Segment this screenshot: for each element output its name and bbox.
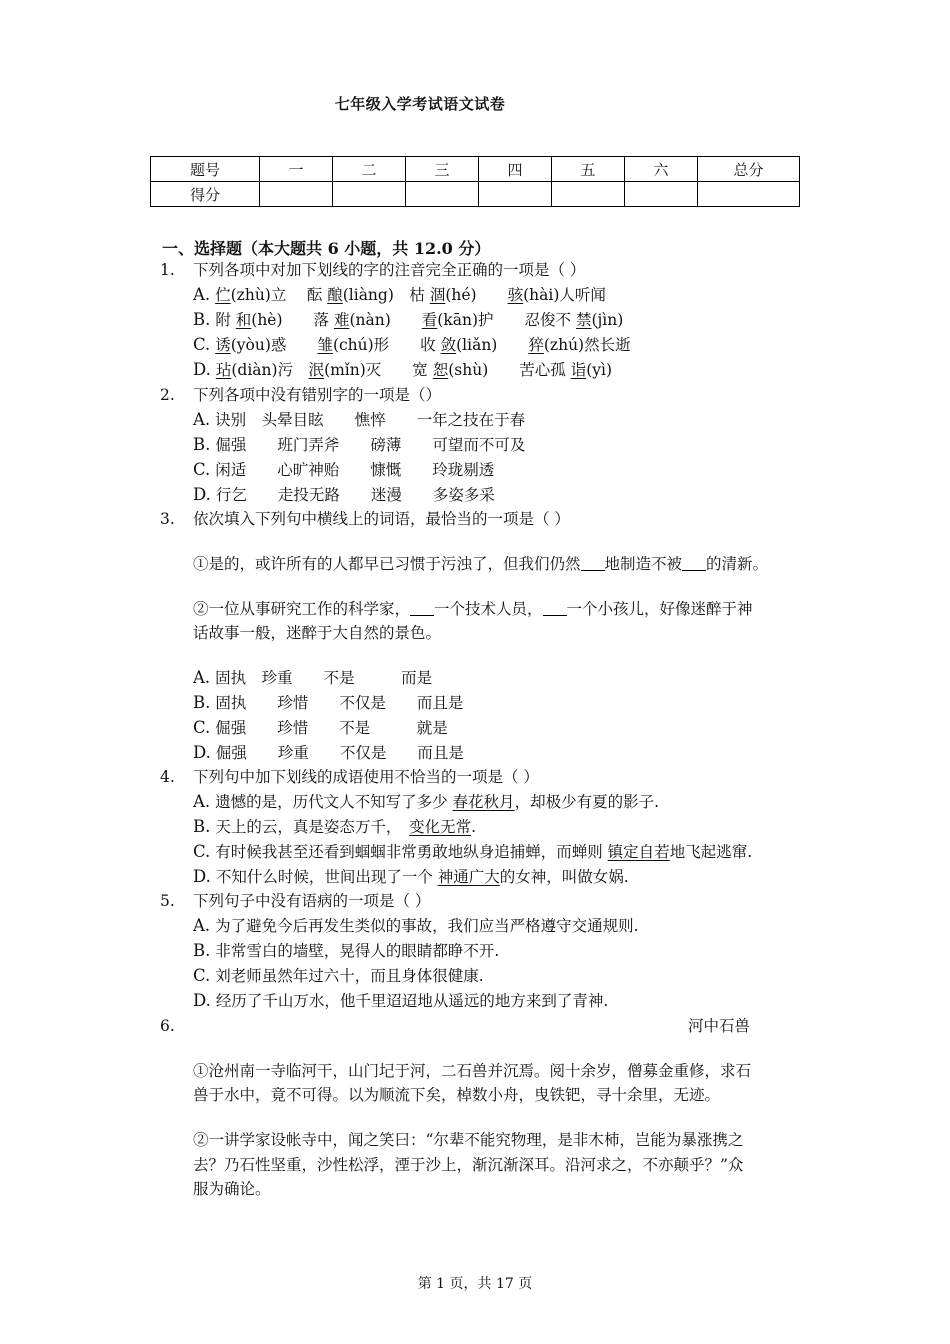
text-segment: (shù) 苦心孤 [448,361,571,379]
option-letter: D. [193,867,211,886]
option-letter: D. [193,991,211,1010]
q3-option-b [193,692,463,714]
option-text: 非常雪白的墙壁，晃得人的眼睛都睁不开. [215,942,500,960]
option-letter: B. [193,693,211,712]
option-text [216,361,612,379]
underlined-character: 和 [235,311,252,329]
section-heading: 一、选择题（本大题共 6 小题，共 12.0 分） [162,239,491,258]
text-segment: 有时候我甚至还看到蝈蝈非常勇敢地纵身追捕蝉，而蝉则 [215,843,608,861]
text-segment: ①是的，或许所有的人都早已习惯于污浊了，但我们仍然 [193,555,581,573]
option-text: 固执 珍惜 不仅是 而且是 [215,694,464,712]
option-text [215,286,606,304]
score-cell [479,182,552,207]
underlined-character: 骇 [507,286,524,304]
passage-paragraph-2-end: 服为确论。 [193,1180,271,1198]
q3-option-a [193,667,432,689]
header-cell: 二 [333,157,406,182]
score-cell [552,182,625,207]
header-cell: 三 [406,157,479,182]
question-number: 3. [160,510,175,528]
option-text: 经历了千山万水，他千里迢迢地从遥远的地方来到了青神. [215,992,609,1010]
option-text: 为了避免今后再发生类似的事故，我们应当严格遵守交通规则. [215,917,639,935]
text-segment: (hé) [445,286,508,304]
blank-line [543,601,567,616]
q5-option-d [193,990,608,1012]
blank-line [581,556,605,571]
q2-option-a [193,409,525,431]
row-label-cell: 得分 [151,182,260,207]
underlined-character: 诣 [570,361,587,379]
underlined-character: 雏 [317,336,333,354]
option-text: 固执 珍重 不是 而是 [215,669,433,687]
header-cell: 总分 [698,157,800,182]
text-segment: . [471,818,477,836]
underlined-character: 敛 [440,336,457,354]
underlined-character: 泯 [308,361,325,379]
option-text: 倔强 珍惜 不是 就是 [215,719,448,737]
question-number: 4. [160,768,175,786]
text-segment: ，却极少有夏的影子. [514,793,659,811]
option-text: 倔强 珍重 不仅是 而且是 [215,744,464,762]
option-letter: C. [193,335,211,354]
question-stem: 下列各项中对加下划线的字的注音完全正确的一项是（ ） [193,261,586,279]
score-cell [625,182,698,207]
page-footer: 第 1 页，共 17 页 [417,1276,533,1292]
question-number: 2. [160,386,175,404]
q1-option-a [193,284,606,306]
score-cell [260,182,333,207]
option-letter: B. [193,817,211,836]
underlined-idiom: 神通广大 [437,868,500,886]
option-text: 行乞 走投无路 迷漫 多姿多采 [215,486,495,504]
q1-option-d [193,359,612,381]
question-stem: 下列各项中没有错别字的一项是（） [193,386,442,404]
q5-option-c [193,965,484,987]
question-number: 6. [160,1017,175,1035]
option-letter: B. [193,435,211,454]
option-letter: A. [193,668,211,687]
blank-line [410,601,434,616]
option-letter: C. [193,966,211,985]
underlined-character: 难 [333,311,350,329]
header-cell: 五 [552,157,625,182]
option-text: 闲适 心旷神贻 慷慨 玲珑剔透 [215,461,495,479]
text-segment: 一个小孩儿，好像迷醉于神 [566,600,753,618]
text-segment: (yòu)惑 [230,336,318,354]
text-segment: 一个技术人员， [434,600,543,618]
q2-option-c [193,459,494,481]
q1-option-b [193,309,623,331]
text-segment: (yì) [586,361,613,379]
text-segment: (chú)形 收 [332,336,441,354]
underlined-character: 禁 [575,311,592,329]
underlined-character: 伫 [215,286,231,304]
question-number: 5. [160,892,175,910]
option-text [215,336,630,354]
score-cell [333,182,406,207]
passage-title: 河中石兽 [688,1017,751,1035]
underlined-character: 酿 [327,286,343,304]
underlined-idiom: 镇定自若 [607,843,670,861]
text-segment: (kān)护 忍俊不 [437,311,576,329]
q3-sentence-1 [193,553,768,575]
passage-paragraph-1: ①沧州南一寺临河干，山门圮于河，二石兽并沉焉。阅十余岁，僧募金重修，求石 [193,1062,752,1080]
question-number: 1. [160,261,175,279]
score-table-header-row [151,157,800,182]
text-segment: 不知什么时候，世间出现了一个 [215,868,438,886]
header-cell: 四 [479,157,552,182]
text-segment: (jìn) [591,311,624,329]
text-segment: (mǐn)灭 宽 [324,361,433,379]
q4-option-a [193,791,659,813]
text-segment: ②一位从事研究工作的科学家， [193,600,411,618]
question-stem: 下列句子中没有语病的一项是（ ） [193,892,431,910]
option-letter: A. [193,792,211,811]
underlined-character: 玷 [215,361,232,379]
q5-option-a [193,915,639,937]
option-letter: D. [193,360,211,379]
option-text: 刘老师虽然年过六十，而且身体很健康. [215,967,484,985]
question-stem: 依次填入下列句中横线上的词语，最恰当的一项是（ ） [193,510,570,528]
underlined-character: 涸 [429,286,446,304]
option-letter: B. [193,310,211,329]
q5-option-b [193,940,499,962]
header-cell: 一 [260,157,333,182]
text-segment: (zhú)然长逝 [543,336,631,354]
underlined-character: 看 [421,311,438,329]
option-text [215,311,623,329]
option-letter: D. [193,743,211,762]
text-segment: 地制造不被 [604,555,683,573]
underlined-character: 猝 [528,336,544,354]
text-segment: (hài)人听闻 [523,286,606,304]
q2-option-b [193,434,525,456]
text-segment: 的女神，叫做女娲. [499,868,629,886]
q3-option-d [193,742,464,764]
score-table-score-row [151,182,800,207]
score-table [150,156,800,207]
passage-paragraph-1-cont: 兽于水中，竟不可得。以为顺流下矣，棹数小舟，曳铁钯，寻十余里，无迹。 [193,1086,721,1104]
option-letter: A. [193,285,211,304]
header-cell: 六 [625,157,698,182]
text-segment: (liàng) 枯 [342,286,430,304]
text-segment: 地飞起逃窜. [669,843,753,861]
header-cell: 题号 [151,157,260,182]
q3-sentence-2 [193,598,753,620]
option-letter: B. [193,941,211,960]
option-letter: A. [193,916,211,935]
underlined-character: 恕 [432,361,449,379]
underlined-idiom: 变化无常 [409,818,472,836]
option-letter: C. [193,842,211,861]
underlined-character: 诱 [215,336,231,354]
text-segment: 的清新。 [706,555,769,573]
text-segment: (hè) 落 [251,311,334,329]
score-cell [698,182,800,207]
passage-paragraph-2-cont: 去？乃石性坚重，沙性松浮，湮于沙上，渐沉渐深耳。沿河求之，不亦颠乎？”众 [193,1156,744,1174]
exam-title: 七年级入学考试语文试卷 [334,95,506,113]
text-segment: (diàn)污 [231,361,309,379]
q2-option-d [193,484,495,506]
text-segment: (zhù)立 酝 [230,286,328,304]
option-letter: C. [193,718,211,737]
option-text: 倔强 班门弄斧 磅薄 可望而不可及 [215,436,526,454]
option-letter: C. [193,460,211,479]
option-letter: D. [193,485,211,504]
option-letter: A. [193,410,211,429]
text-segment: 附 [215,311,236,329]
q1-option-c [193,334,631,356]
option-text: 诀别 头晕目眩 憔悴 一年之技在于春 [215,411,526,429]
text-segment: (liǎn) [456,336,529,354]
blank-line [682,556,706,571]
question-stem: 下列句中加下划线的成语使用不恰当的一项是（ ） [193,768,539,786]
q4-option-b [193,816,476,838]
q3-option-c [193,717,448,739]
q3-sentence-2-cont: 话故事一般，迷醉于大自然的景色。 [193,624,442,642]
score-cell [406,182,479,207]
passage-paragraph-2: ②一讲学家设帐寺中，闻之笑曰：“尔辈不能究物理，是非木杮，岂能为暴涨携之 [193,1131,744,1149]
text-segment: 天上的云，真是姿态万千， [215,818,410,836]
q4-option-c [193,841,752,863]
underlined-idiom: 春花秋月 [452,793,515,811]
text-segment: 遗憾的是，历代文人不知写了多少 [215,793,453,811]
q4-option-d [193,866,629,888]
text-segment: (nàn) [349,311,422,329]
